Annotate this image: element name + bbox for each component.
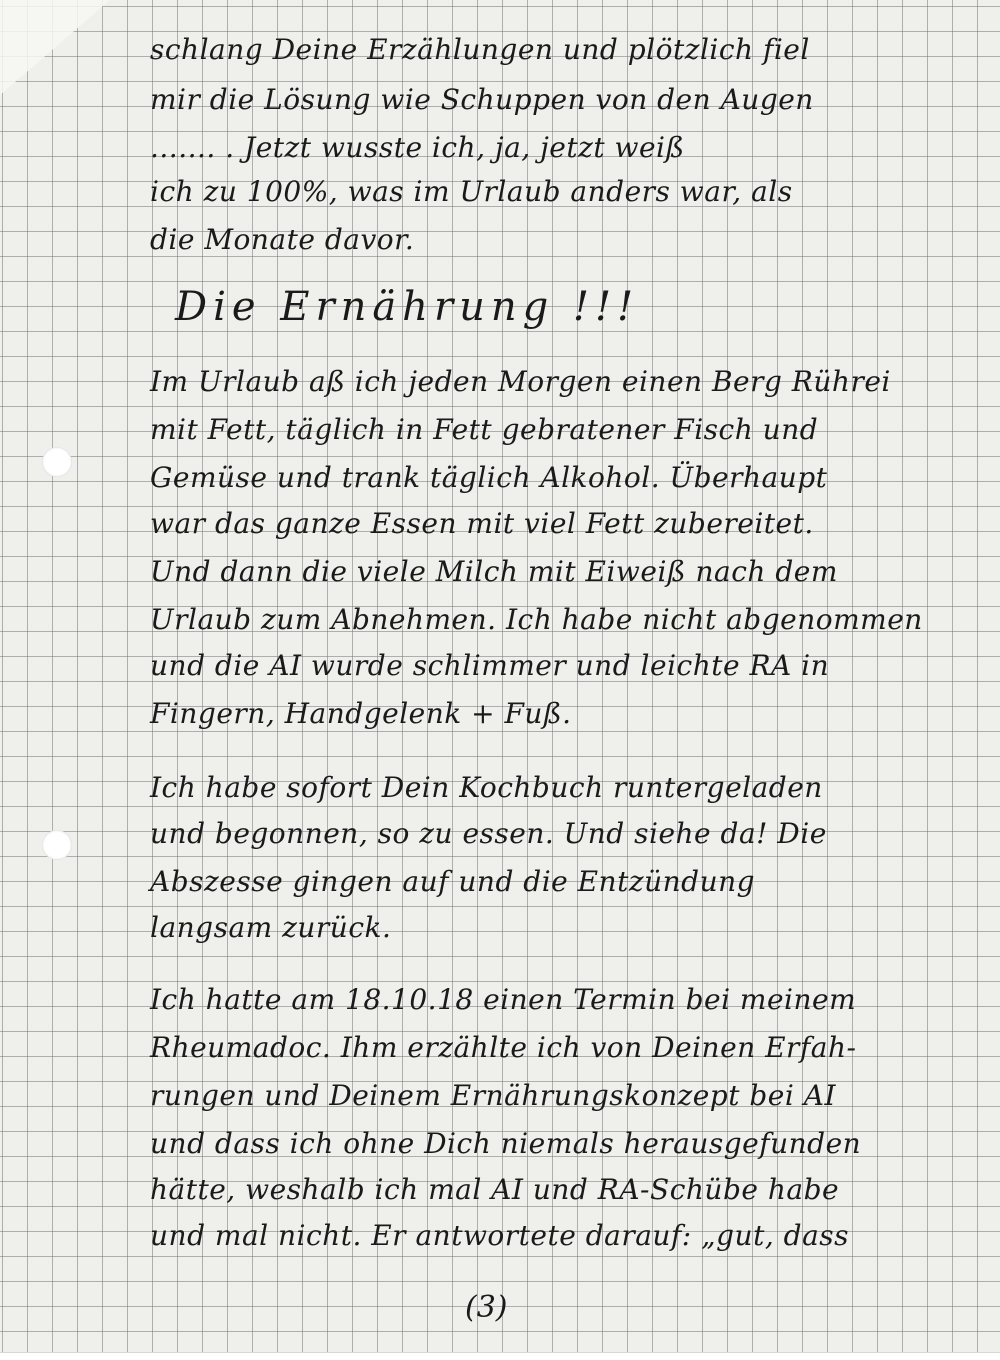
heading-diet: Die Ernährung !!! [175,284,640,330]
text-line: hätte, weshalb ich mal AI und RA-Schübe habe [150,1173,840,1206]
text-line: war das ganze Essen mit viel Fett zubereitet. [150,507,814,540]
text-line: mir die Lösung wie Schuppen von den Augen [150,83,814,116]
text-line: Urlaub zum Abnehmen. Ich habe nicht abgenommen [150,603,923,636]
text-line: schlang Deine Erzählungen und plötzlich fiel [150,33,810,66]
page-number: (3) [465,1290,508,1325]
text-line: und mal nicht. Er antwortete darauf: „gut, dass [150,1219,849,1252]
text-line: die Monate davor. [150,223,415,256]
text-line: Fingern, Handgelenk + Fuß. [150,697,572,730]
text-line: Im Urlaub aß ich jeden Morgen einen Berg Rührei [150,365,891,398]
text-line: Ich habe sofort Dein Kochbuch runtergeladen [150,771,823,804]
folded-corner [0,0,110,95]
text-line: ....... . Jetzt wusste ich, ja, jetzt weiß [150,131,685,164]
text-line: und die AI wurde schlimmer und leichte RA in [150,649,830,682]
text-line: Abszesse gingen auf und die Entzündung [150,865,756,898]
punch-hole-bottom [42,830,72,860]
text-line: Ich hatte am 18.10.18 einen Termin bei meinem [150,983,857,1016]
text-line: ich zu 100%, was im Urlaub anders war, als [150,175,793,208]
text-line: und dass ich ohne Dich niemals herausgefunden [150,1127,862,1160]
text-line: Gemüse und trank täglich Alkohol. Überhaupt [150,461,828,494]
text-line: und begonnen, so zu essen. Und siehe da! Die [150,817,827,850]
text-line: rungen und Deinem Ernährungskonzept bei AI [150,1079,837,1112]
text-line: mit Fett, täglich in Fett gebratener Fisch und [150,413,819,446]
text-line: Rheumadoc. Ihm erzählte ich von Deinen Erfah- [150,1031,857,1064]
text-line: Und dann die viele Milch mit Eiweiß nach dem [150,555,838,588]
punch-hole-top [42,447,72,477]
text-line: langsam zurück. [150,911,392,944]
